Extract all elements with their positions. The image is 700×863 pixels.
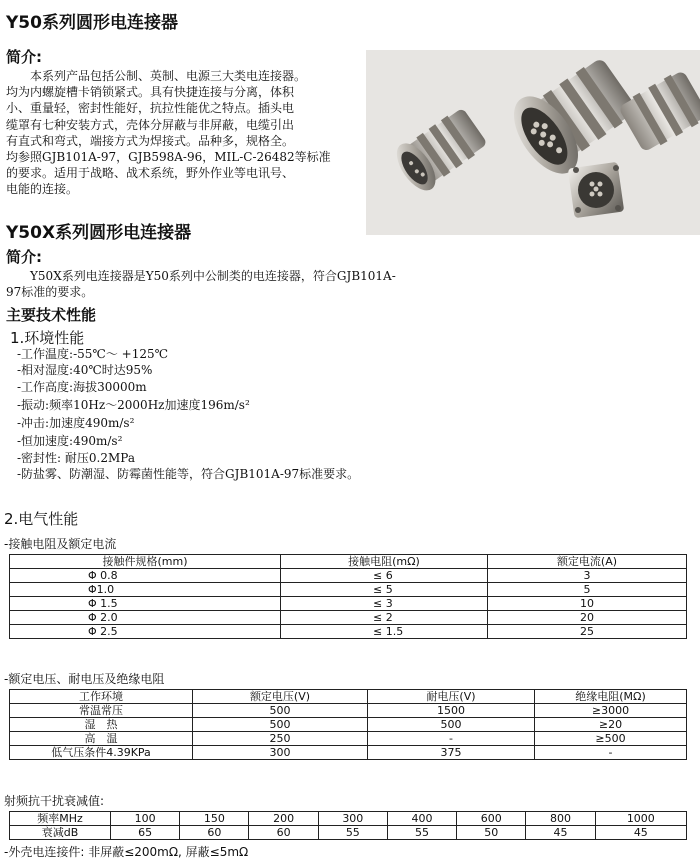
voltage-table xyxy=(9,689,687,760)
table-row xyxy=(10,704,687,718)
table-cell: Φ1.0 xyxy=(10,583,281,597)
table-cell: 800 xyxy=(526,812,595,826)
table-cell: 300 xyxy=(318,812,387,826)
table-cell: 25 xyxy=(488,625,687,639)
table-cell: 375 xyxy=(368,746,535,760)
connector-photo xyxy=(366,50,700,235)
table-cell: 200 xyxy=(249,812,318,826)
table-header-row xyxy=(10,690,687,704)
table-header: 耐电压(V) xyxy=(368,690,535,704)
elec-heading: 2.电气性能 xyxy=(4,510,79,528)
env-item: -恒加速度:490m/s² xyxy=(17,434,123,449)
table-row xyxy=(10,583,687,597)
intro-text: 本系列产品包括公制、英制、电源三大类电连接器。 均为内螺旋槽卡销锁紧式。具有快捷连接与分离，体积 小、重量轻，密封性能好，抗拉性能优之特点。插头电 缆罩有七种安装方式，壳体分屏蔽与非屏蔽，电缆引出 有直式和弯式，端接方式为焊接式。品种多，规格全。 均参照GJB101A-97，GJB598A-96，MIL-C-26482等标准 的要求。适用于战略、战术系统，野外作业等电讯号、 电能的连接。 xyxy=(6,69,331,197)
table-cell: 150 xyxy=(180,812,249,826)
env-item: -振动:频率10Hz～2000Hz加速度196m/s² xyxy=(17,397,250,412)
table-row xyxy=(10,597,687,611)
table-header: 额定电压(V) xyxy=(193,690,368,704)
table-cell: 45 xyxy=(526,826,595,840)
table-cell: 500 xyxy=(368,718,535,732)
table-cell: ≥20 xyxy=(535,718,687,732)
table-row xyxy=(10,812,687,826)
intro2-heading: 简介: xyxy=(6,248,42,266)
voltage-caption: -额定电压、耐电压及绝缘电阻 xyxy=(4,672,165,686)
table-cell: Φ 0.8 xyxy=(10,569,281,583)
emi-table xyxy=(9,811,687,840)
table-cell: 湿 热 xyxy=(10,718,193,732)
table-cell: 55 xyxy=(387,826,456,840)
table-row xyxy=(10,746,687,760)
table-cell: ≤ 5 xyxy=(281,583,488,597)
connector-left xyxy=(389,103,490,197)
table-cell: ≤ 1.5 xyxy=(281,625,488,639)
table-cell: 10 xyxy=(488,597,687,611)
table-cell: 400 xyxy=(387,812,456,826)
intro-heading: 简介: xyxy=(6,48,42,66)
table-row xyxy=(10,625,687,639)
table-cell: - xyxy=(535,746,687,760)
table-cell: 65 xyxy=(111,826,180,840)
table-cell: ≤ 3 xyxy=(281,597,488,611)
page-title: Y50系列圆形电连接器 xyxy=(6,13,178,33)
shell-note: -外壳电连接件: 非屏蔽≤200mΩ, 屏蔽≤5mΩ xyxy=(4,845,249,859)
table-cell: 55 xyxy=(318,826,387,840)
table-cell: 45 xyxy=(595,826,686,840)
env-list xyxy=(17,346,359,482)
table-header: 接触电阻(mΩ) xyxy=(281,555,488,569)
table-cell: 250 xyxy=(193,732,368,746)
table-cell: 500 xyxy=(193,704,368,718)
table-cell: ≤ 2 xyxy=(281,611,488,625)
table-cell: 60 xyxy=(249,826,318,840)
table-cell: ≥500 xyxy=(535,732,687,746)
table-header: 绝缘电阻(MΩ) xyxy=(535,690,687,704)
table-cell: 100 xyxy=(111,812,180,826)
table-cell: Φ 1.5 xyxy=(10,597,281,611)
section-title-y50x: Y50X系列圆形电连接器 xyxy=(6,223,192,243)
table-header-row xyxy=(10,555,687,569)
connector-right xyxy=(617,68,700,154)
table-row xyxy=(10,611,687,625)
table-cell: 1500 xyxy=(368,704,535,718)
table-cell: 5 xyxy=(488,583,687,597)
table-cell: 60 xyxy=(180,826,249,840)
table-row xyxy=(10,569,687,583)
env-item: -密封性: 耐压0.2MPa xyxy=(17,450,135,465)
env-item: -工作高度:海拔30000m xyxy=(17,379,147,394)
table-cell: Φ 2.5 xyxy=(10,625,281,639)
table-cell: 3 xyxy=(488,569,687,583)
main-tech-heading: 主要技术性能 xyxy=(6,306,97,324)
env-item: -相对湿度:40℃时达95% xyxy=(17,363,153,378)
table-header: 接触件规格(mm) xyxy=(10,555,281,569)
env-item: -防盐雾、防潮湿、防霉菌性能等，符合GJB101A-97标准要求。 xyxy=(17,467,360,482)
env-item: -工作温度:-55℃～ +125℃ xyxy=(17,347,169,361)
table-cell: 常温常压 xyxy=(10,704,193,718)
table-cell: 低气压条件4.39KPa xyxy=(10,746,193,760)
table-cell: 1000 xyxy=(595,812,686,826)
table-cell: 300 xyxy=(193,746,368,760)
table-header: 工作环境 xyxy=(10,690,193,704)
table-cell: Φ 2.0 xyxy=(10,611,281,625)
emi-caption: 射频抗干扰衰减值: xyxy=(4,794,105,808)
table-row xyxy=(10,732,687,746)
connector-illustration xyxy=(366,50,700,235)
table-cell: 高 温 xyxy=(10,732,193,746)
contact-caption: -接触电阻及额定电流 xyxy=(4,537,117,551)
contact-table xyxy=(9,554,687,639)
table-header: 额定电流(A) xyxy=(488,555,687,569)
table-cell: 500 xyxy=(193,718,368,732)
table-row xyxy=(10,826,687,840)
env-item: -冲击:加速度490m/s² xyxy=(17,416,135,431)
table-cell: 50 xyxy=(457,826,526,840)
connector-middle xyxy=(501,50,645,185)
intro2-text: Y50X系列电连接器是Y50系列中公制类的电连接器，符合GJB101A- 97标准的要求。 xyxy=(6,269,396,300)
table-cell: 20 xyxy=(488,611,687,625)
table-cell: - xyxy=(368,732,535,746)
table-cell: ≤ 6 xyxy=(281,569,488,583)
table-row xyxy=(10,718,687,732)
table-cell: ≥3000 xyxy=(535,704,687,718)
table-header: 频率MHz xyxy=(10,812,111,826)
table-cell: 600 xyxy=(457,812,526,826)
connector-right-flange xyxy=(568,162,624,218)
table-header: 衰减dB xyxy=(10,826,111,840)
env-heading: 1.环境性能 xyxy=(10,329,85,347)
